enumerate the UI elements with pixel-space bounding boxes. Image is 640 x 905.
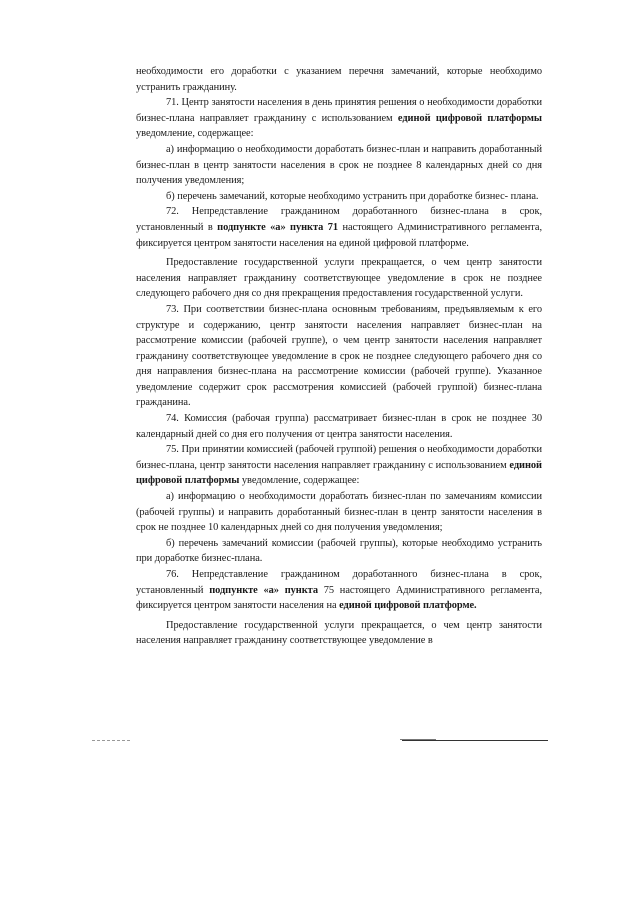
paragraph-74: 74. Комиссия (рабочая группа) рассматривает бизнес-план в срок не позднее 30 календарный дней со дня его получения от центра занятости населения. [136, 413, 542, 440]
paragraph-termination-2: Предоставление государственной услуги прекращается, о чем центр занятости населения направляет гражданину соответствующее уведомление в [136, 619, 542, 647]
document-page [136, 64, 542, 649]
bold-text: единой цифровой платформы [397, 112, 542, 124]
paragraph-75-b: б) перечень замечаний комиссии (рабочей группы), которые необходимо устранить при доработке бизнес-плана. [136, 537, 542, 565]
scan-artifact-left [92, 740, 130, 742]
bold-text: единой цифровой платформе. [339, 600, 477, 612]
text: 76. Непредставление гражданином доработанного бизнес-плана в срок, установленный [136, 569, 542, 596]
paragraph-72 [136, 204, 542, 251]
bold-text: единой цифровой платформы [136, 459, 542, 487]
bold-text: подпункте «а» пункта 71 [217, 221, 339, 233]
paragraph-75 [136, 442, 542, 489]
paragraph-71 [136, 95, 542, 142]
paragraph-75-a: а) информацию о необходимости доработать бизнес-план по замечаниям комиссии (рабочей группы) и направить доработанный бизнес-план в центр занятости населения в срок не позднее 10 календарных дней со дня получения уведомления; [136, 491, 542, 534]
text: 75 настоящего Административного регламента, фиксируется центром занятости населения на [136, 584, 542, 612]
paragraph-continuation: необходимости его доработки с указанием перечня замечаний, которые необходимо устранить гражданину. [136, 66, 542, 93]
text: уведомление, содержащее: [239, 475, 360, 487]
bold-text: подпункте «а» пункта [209, 584, 318, 596]
text: 75. При принятии комиссией (рабочей группой) решения о необходимости доработки бизнес-плана, центр занятости населения направляет гражданину с использованием [136, 444, 542, 471]
paragraph-termination-1: Предоставление государственной услуги прекращается, о чем центр занятости населения направляет гражданину соответствующее уведомление в срок не позднее следующего рабочего дня со дня прекращения предоставления государственной услуги. [136, 257, 542, 300]
text: настоящего Административного регламента, фиксируется центром занятости населения на единой цифровой платформе. [136, 221, 543, 249]
paragraph-71-b: б) перечень замечаний, которые необходимо устранить при доработке бизнес- плана. [166, 190, 539, 202]
text: уведомление, содержащее: [136, 128, 254, 140]
text: 71. Центр занятости населения в день принятия решения о необходимости доработки бизнес-плана направляет гражданину с использованием [136, 97, 542, 124]
paragraph-73: 73. При соответствии бизнес-плана основным требованиям, предъявляемым к его структуре и содержанию, центр занятости населения направляет бизнес-план на рассмотрение комиссии (рабочей группе), о чем центр занятости населения направляет гражданину соответствующее уведомление в срок не позднее следующего рабочего дня со дня направления бизнес-плана на рассмотрение комиссии (рабочей группе). Указанное уведомление содержит срок рассмотрения комиссией (рабочей группой) бизнес-плана гражданина. [136, 303, 542, 409]
scan-artifact-right [402, 740, 548, 741]
text: 72. Непредставление гражданином доработанного бизнес-плана в срок, установленный в [136, 206, 542, 233]
paragraph-71-a: а) информацию о необходимости доработать бизнес-план и направить доработанный бизнес-план в центр занятости населения в срок не позднее 8 календарных дней со дня получения уведомления; [136, 143, 542, 187]
paragraph-76 [136, 567, 542, 614]
